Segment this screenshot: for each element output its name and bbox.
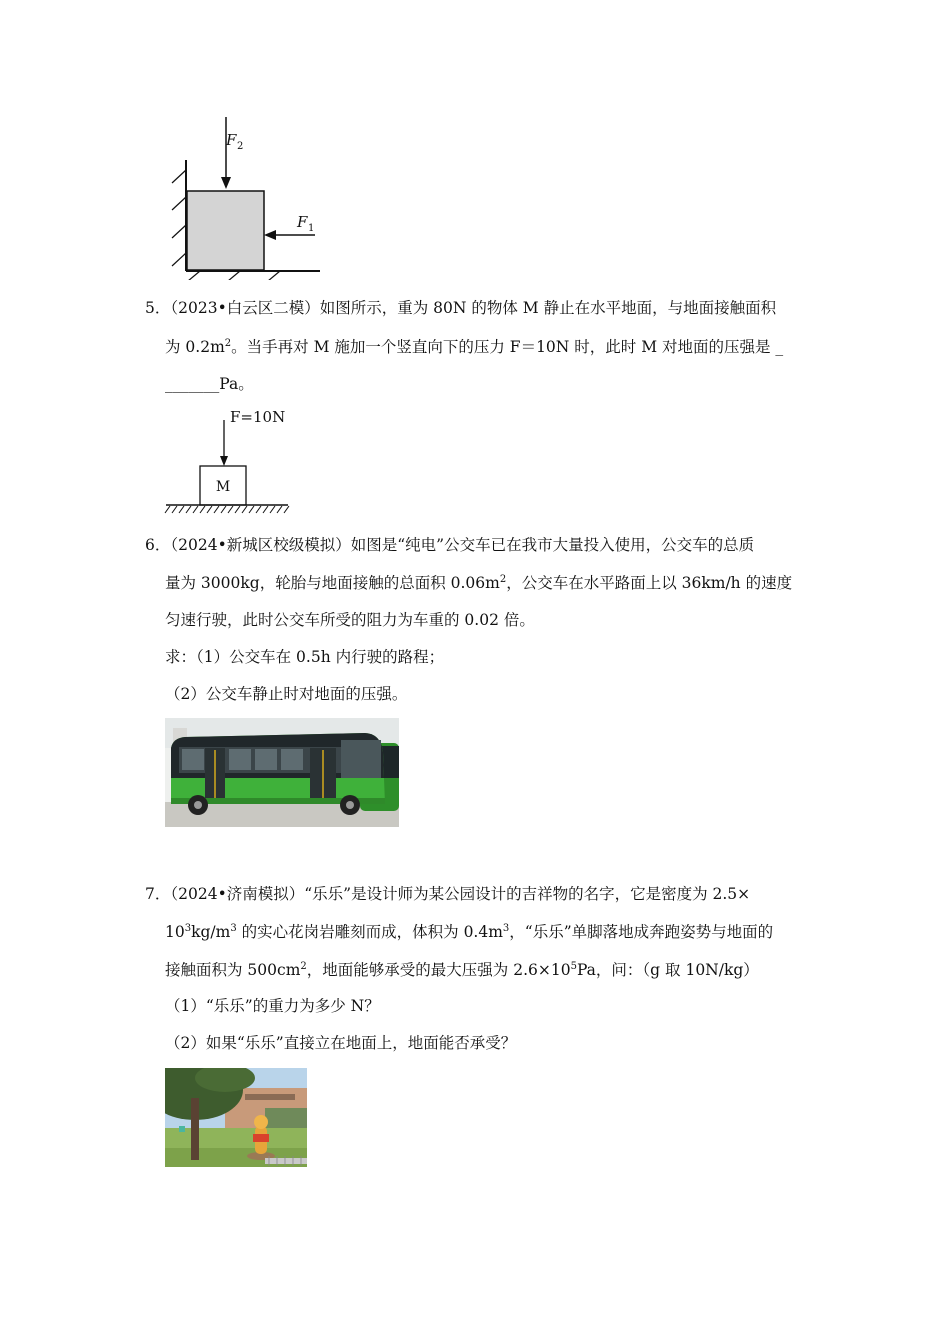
force-diagram-wall-block [160,115,330,280]
q6-ask-1: 求：（1）公交车在 0.5h 内行驶的路程； [165,648,445,666]
q5-source: （2023•白云区二模） [170,299,320,317]
q5-line-3: _______Pa。 [165,375,254,393]
q7-ask-1: （1）“乐乐”的重力为多少 N？ [165,997,380,1015]
q7-line-2: $10^3kg/m^3$ 的实心花岗岩雕刻而成，体积为 $0.4m^3$，“乐乐”单脚落地成奔跑姿势与地面的 [165,923,774,941]
force-f-label: F=10N [230,408,286,426]
q6-line-2: 量为 3000kg，轮胎与地面接触的总面积 $0.06m^2$，公交车在水平路面上以 36km/h 的速度 [165,574,793,592]
q7-source: （2024•济南模拟） [170,885,305,903]
q7-line-1: 7．（2024•济南模拟）“乐乐”是设计师为某公园设计的吉祥物的名字，它是密度为 2.5× [145,885,751,903]
block-m-label: M [215,479,231,495]
q7-number: 7． [145,885,171,903]
q5-number: 5． [145,299,171,317]
ground-hatching [165,506,289,513]
mascot-park-photo [165,1068,307,1167]
q5-line-2: 为 $0.2m^2$。当手再对 M 施加一个竖直向下的压力 F＝10N 时，此时 M 对地面的压强是 _ [165,338,784,356]
q6-number: 6． [145,536,171,554]
f2-subscript: 2 [237,141,244,152]
f2-label: F [226,131,237,149]
force-diagram-block-m [160,402,295,517]
bus-photo [165,718,399,827]
q6-line-3: 匀速行驶，此时公交车所受的阻力为车重的 0.02 倍。 [165,611,535,629]
answer-blank: _______ [165,375,220,393]
q7-ask-2: （2）如果“乐乐”直接立在地面上，地面能否承受？ [165,1034,517,1052]
q5-line-1: 5．（2023•白云区二模）如图所示，重为 80N 的物体 M 静止在水平地面，与地面接触面积 [145,299,777,317]
f1-label: F [297,213,308,231]
q7-line-3: 接触面积为 $500cm^2$，地面能够承受的最大压强为 $2.6\times 10^5Pa$，问：（g 取 10N/kg） [165,961,759,979]
f1-subscript: 1 [308,223,315,234]
q6-line-1: 6．（2024•新城区校级模拟）如图是“纯电”公交车已在我市大量投入使用，公交车的总质 [145,536,755,554]
q6-ask-2: （2）公交车静止时对地面的压强。 [165,685,408,703]
q6-source: （2024•新城区校级模拟） [170,536,351,554]
